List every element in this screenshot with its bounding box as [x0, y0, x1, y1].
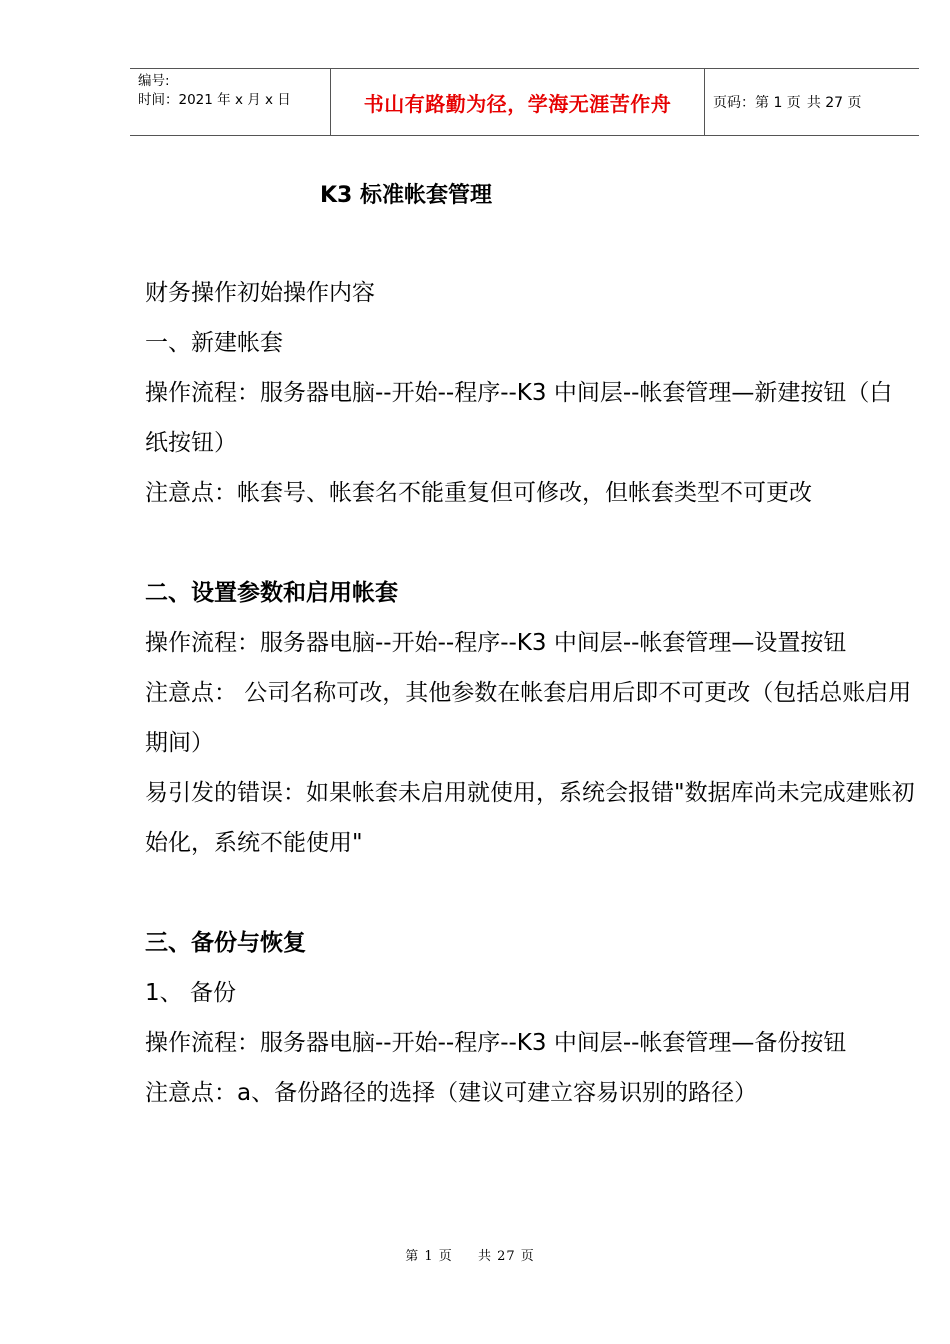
header-slogan: 书山有路勤为径，学海无涯苦作舟 — [363, 91, 672, 116]
section-2-error: 易引发的错误：如果帐套未启用就使用，系统会报错"数据库尚未完成建账初始化，系统不能使用" — [145, 780, 915, 856]
header-slogan-cell — [331, 69, 705, 135]
section-3-note: 注意点：a、备份路径的选择（建议可建立容易识别的路径） — [145, 1080, 758, 1106]
spacer — [145, 868, 915, 918]
intro-text: 财务操作初始操作内容 — [145, 280, 375, 306]
page-header — [130, 68, 919, 136]
section-2-note: 注意点： 公司名称可改，其他参数在帐套启用后即不可更改（包括总账启用期间） — [145, 680, 912, 756]
section-3-flow: 操作流程：服务器电脑--开始--程序--K3 中间层--帐套管理—备份按钮 — [145, 1030, 847, 1056]
document-body — [145, 268, 915, 1118]
document-title: K3 标准帐套管理 — [320, 183, 493, 208]
header-number: 编号: — [138, 73, 170, 89]
section-1-note: 注意点：帐套号、帐套名不能重复但可修改，但帐套类型不可更改 — [145, 480, 812, 506]
section-2-heading: 二、设置参数和启用帐套 — [145, 580, 398, 606]
header-meta — [130, 69, 331, 135]
footer-page: 第 1 页 — [405, 1249, 453, 1264]
section-3-subheading: 1、 备份 — [145, 980, 236, 1006]
section-1-flow: 操作流程：服务器电脑--开始--程序--K3 中间层--帐套管理—新建按钮（白纸按钮） — [145, 380, 893, 456]
header-page-number: 页码：第 1 页 — [713, 95, 801, 111]
section-3-heading: 三、备份与恢复 — [145, 930, 306, 956]
footer-total: 共 27 页 — [477, 1249, 535, 1264]
header-page-info — [705, 69, 919, 135]
header-page-total: 共 27 页 — [806, 95, 862, 111]
page-footer — [0, 1245, 920, 1264]
header-time: 时间：2021 年 x 月 x 日 — [138, 92, 291, 108]
spacer — [145, 518, 915, 568]
section-2-flow: 操作流程：服务器电脑--开始--程序--K3 中间层--帐套管理—设置按钮 — [145, 630, 847, 656]
section-1-heading: 一、新建帐套 — [145, 330, 283, 356]
